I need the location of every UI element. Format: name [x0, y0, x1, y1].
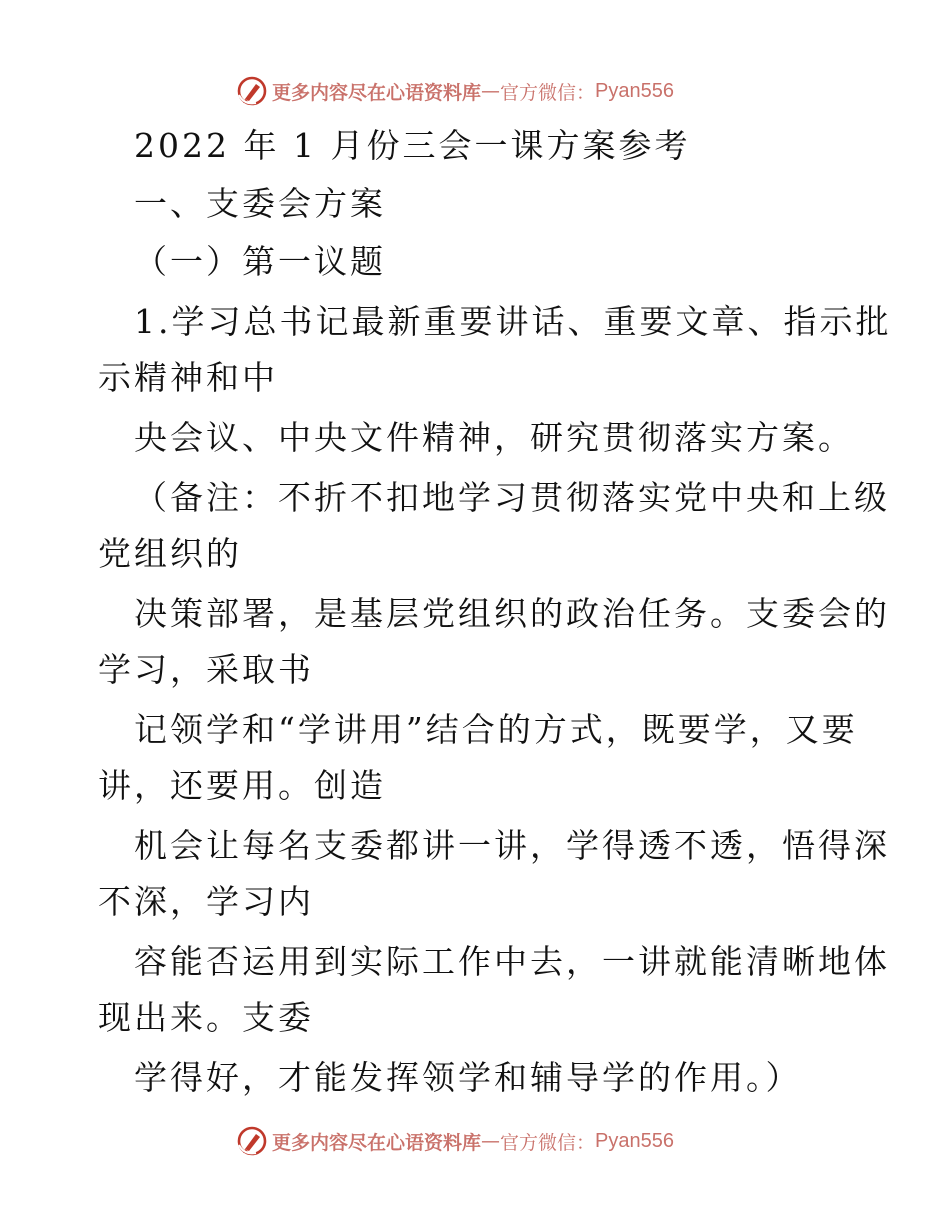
watermark-text: 更多内容尽在心语资料库: [272, 81, 482, 104]
body-line: 现出来。支委: [98, 998, 314, 1037]
body-line: 党组织的: [98, 534, 242, 573]
body-line: 不深，学习内: [98, 882, 314, 921]
pen-logo-icon: [236, 1125, 268, 1157]
body-line: （备注：不折不扣地学习贯彻落实党中央和上级: [134, 478, 890, 517]
body-line: 1.学习总书记最新重要讲话、重要文章、指示批: [134, 302, 892, 341]
body-line: 学习，采取书: [98, 650, 314, 689]
body-line: 央会议、中央文件精神，研究贯彻落实方案。: [134, 418, 854, 457]
body-line: 学得好，才能发挥领学和辅导学的作用。）: [134, 1058, 802, 1097]
subsection-heading: （一）第一议题: [134, 242, 386, 281]
header-watermark: [236, 74, 674, 108]
footer-watermark: [236, 1124, 674, 1158]
watermark-wechat-id: Pyan556: [595, 1129, 674, 1152]
watermark-text: 更多内容尽在心语资料库: [272, 1131, 482, 1154]
watermark-wechat-label: 官方微信：: [500, 1131, 596, 1154]
body-line: 记领学和“学讲用”结合的方式，既要学，又要: [134, 710, 858, 749]
watermark-wechat-label: 官方微信：: [500, 81, 596, 104]
watermark-wechat-id: Pyan556: [595, 79, 674, 102]
section-heading: 一、支委会方案: [134, 184, 386, 223]
watermark-dash: —: [481, 1130, 501, 1152]
pen-logo-icon: [236, 75, 268, 107]
watermark-dash: —: [481, 80, 501, 102]
body-line: 容能否运用到实际工作中去，一讲就能清晰地体: [134, 942, 890, 981]
body-line: 讲，还要用。创造: [98, 766, 386, 805]
body-line: 决策部署，是基层党组织的政治任务。支委会的: [134, 594, 890, 633]
document-title: 2022 年 1 月份三会一课方案参考: [134, 126, 691, 165]
body-line: 示精神和中: [98, 358, 278, 397]
body-line: 机会让每名支委都讲一讲，学得透不透，悟得深: [134, 826, 890, 865]
